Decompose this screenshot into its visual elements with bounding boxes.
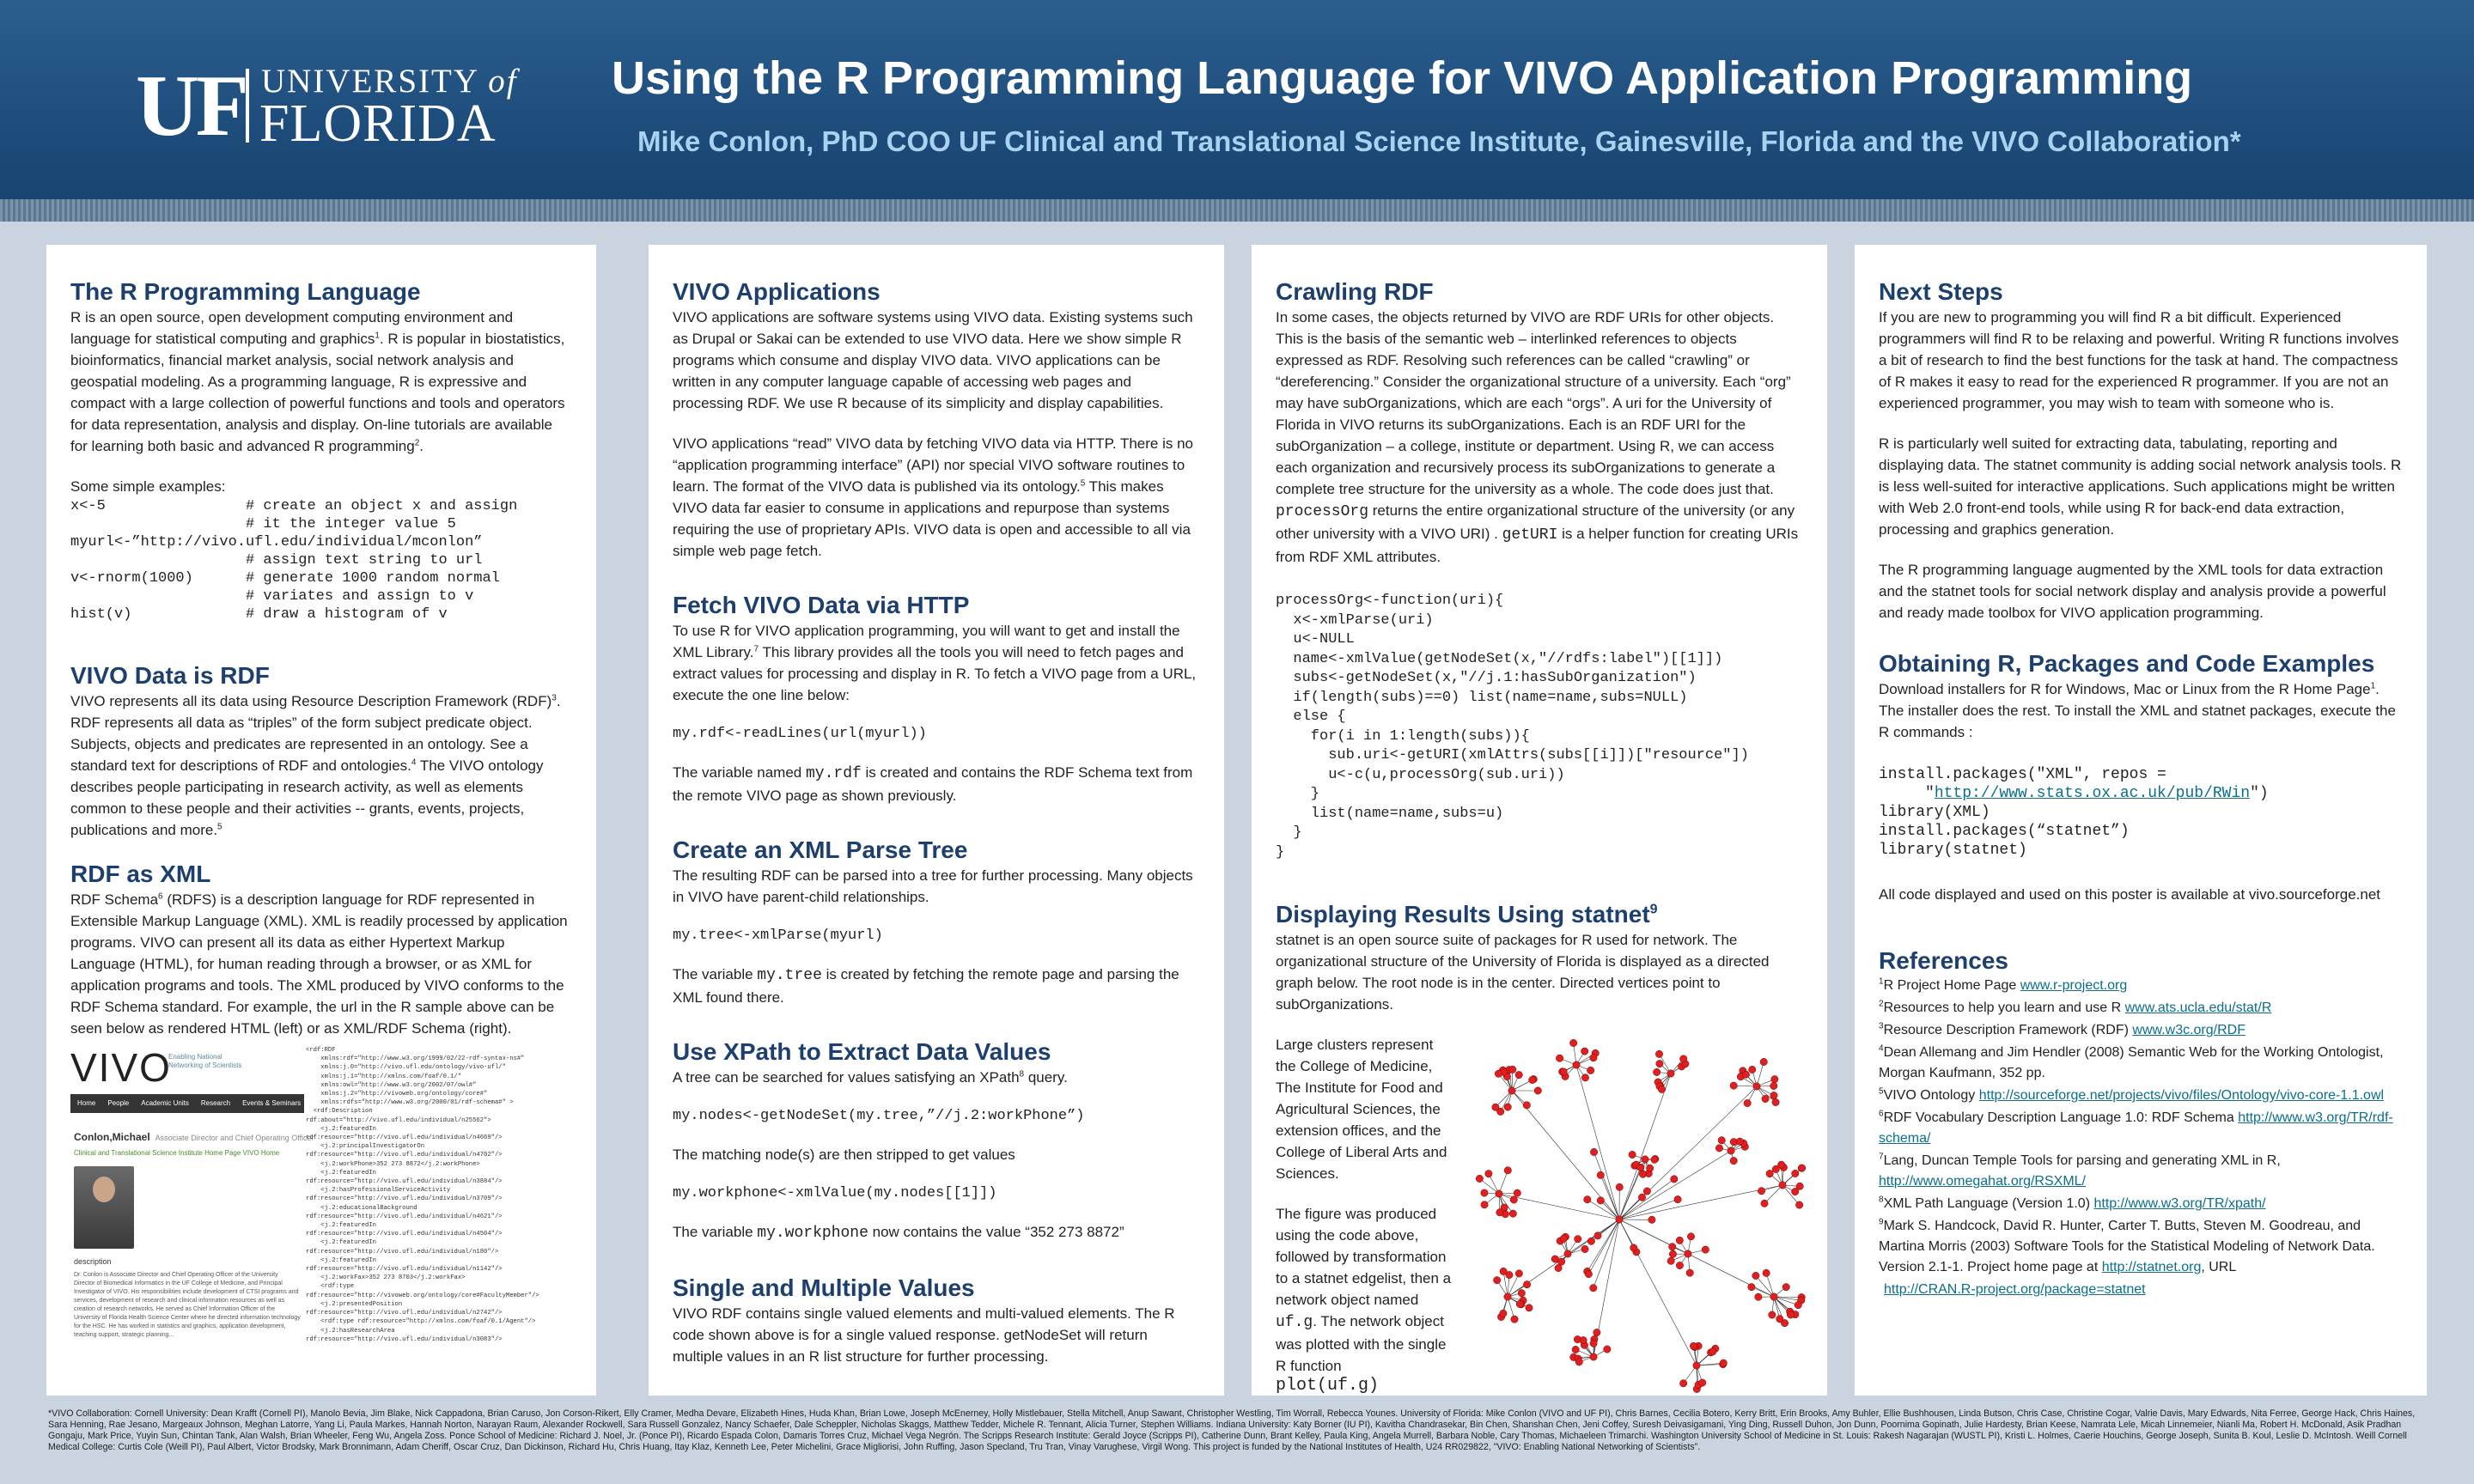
network-edge [1619,1200,1678,1219]
network-node [1655,1050,1662,1057]
network-node [1573,1061,1580,1068]
column-3 [1252,245,1827,1396]
reference-item: $^9$Mark S. Handcock, David R. Hunter, Carter T. Butts, Steven M. Goodreau, and Martina Morris (2003) Software Tools for the Statistical Modeling of Network Data. Version 2.1-1. Project home page at http://statnet.org, URL [1879,1217,2375,1274]
rwin-link[interactable]: http://www.stats.ox.ac.uk/pub/RWin [1934,785,2251,802]
network-plot-code: plot(uf.g) [1276,1376,1380,1396]
org-network-graph [1473,1039,1817,1396]
network-node [1516,1300,1523,1307]
vivo-html-screenshot [70,1045,314,1396]
network-node [1718,1137,1725,1144]
section-title-fetch: Fetch VIVO Data via HTTP [673,592,970,618]
reference-item: $^5$VIVO Ontology http://sourceforge.net/projects/vivo/files/Ontology/vivo-core-1.1.owl [1879,1086,2385,1103]
xpath-text-2: The matching node(s) are then stripped to get values [673,1146,1015,1163]
network-node [1515,1071,1522,1078]
network-node [1651,1156,1658,1163]
logo-florida: FLORIDA [259,94,497,153]
network-node [1766,1170,1773,1177]
network-node [1679,1380,1686,1387]
network-node [1761,1200,1768,1207]
network-node [1787,1311,1794,1318]
network-node [1500,1268,1507,1274]
network-node [1590,1285,1597,1292]
fetch-text-2: The variable named my.rdf is created and contains the RDF Schema text from the remote VIVO page as shown previously. [673,764,1193,804]
network-node [1667,1070,1674,1077]
network-node [1779,1182,1786,1189]
xpath-text-3: The variable my.workphone now contains the value “352 273 8872” [673,1224,1124,1242]
network-node [1556,1055,1563,1061]
network-node [1572,1346,1579,1353]
section-title-xpath: Use XPath to Extract Data Values [673,1038,1051,1065]
network-node [1523,1102,1530,1109]
vivo-nav-item: People [107,1099,130,1107]
network-node [1687,1233,1694,1240]
network-node [1742,1071,1749,1078]
network-node [1639,1171,1646,1177]
network-node [1637,1164,1644,1171]
network-node [1653,1068,1660,1075]
network-edge [1576,1065,1619,1219]
reference-link[interactable]: http://www.omegahat.org/RSXML/ [1879,1174,2086,1189]
crawl-text: In some cases, the objects returned by VIVO are RDF URIs for other objects. This is the basis of the semantic web – interlinked references to objects expressed as RDF. Resolving such references can be called “crawling” or “dereferencing.” Consider the organizational structure of a university. Each “org” may have subOrganizations, which are each “orgs”. A uri for the University of Florida in VIVO returns its subOrganizations. Each is an RDF URI for the subOrganization – a college, institute or department. Using R, we can access each organization and recursively process its subOrganizations to generate a complete tree structure for the university as a whole. The code does just that. processOrg returns the entire organizational structure of the university (or any other university with a VIVO URI) . getURI is a helper function for creating URIs from RDF XML attributes. [1276,309,1799,565]
network-edge [1588,1219,1619,1274]
network-node [1511,1316,1518,1323]
logo-divider [246,69,249,143]
vivo-description-text: Dr. Conlon is Associate Director and Chief Operating Officer of the University Director of Biomedical Informatics in the UF College of Medicine, and Principal Investigator of VIVO. His responsibilities include development of CTSI programs and services, development of research and clinical information resources as well as creation of research networks. He served as Chief Information Officer of the University of Florida Health Science Center where he directed information technology for the HSC. He has worked in statistics and graphics, application development, teaching support, strategic planning... [74,1272,301,1338]
network-node [1481,1201,1488,1208]
network-node [1590,1340,1597,1347]
network-node [1752,1272,1759,1279]
network-node [1564,1250,1571,1257]
uf-logo [136,58,531,155]
network-node [1580,1336,1587,1343]
network-node [1575,1359,1582,1365]
reference-link[interactable]: http://sourceforge.net/projects/vivo/files/Ontology/vivo-core-1.1.owl [1978,1088,2385,1103]
obtain-text-1: Download installers for R for Windows, Mac or Linux from the R Home Page$^1$. The installer does the rest. To install the XML and statnet packages, execute the R commands : [1879,681,2396,740]
reference-item: $^1$R Project Home Page www.r-project.org [1879,976,2128,993]
vivo-rdf-xml: <rdf:RDF xmlns:rdf="http://www.w3.org/1999/02/22-rdf-syntax-ns#" xmlns:j.0="http://vivo.ufl.edu/ontology/vivo-ufl/" xmlns:j.1="http://xmlns.com/foaf/0.1/" xmlns:owl="http://www.w3.org/2002/07/owl#" xmlns:j.2="http://vivoweb.org/ontology/core#" xmlns:rdfs="http://www.w3.org/2000/01/rdf-schema#" > <rdf:Description rdf:about="http://vivo.ufl.edu/individual/n25562"> <j.2:featuredIn rdf:resource="http://vivo.ufl.edu/individual/n4669"/> <j.2:principalInvestigatorOn rdf:resource="http://vivo.ufl.edu/individual/n4702"/> <j.2:workPhone>352 273 8872</j.2:workPhone> <j.2:featuredIn rdf:resource="http://vivo.ufl.edu/individual/n3884"/> <j.2:hasProfessionalServiceActivity rdf:resource="http://vivo.ufl.edu/individual/n3709"/> <j.2:educationalBackground rdf:resource="http://vivo.ufl.edu/individual/n4621"/> <j.2:featuredIn rdf:resource="http://vivo.ufl.edu/individual/n4504"/> <j.2:featuredIn rdf:resource="http://vivo.ufl.edu/individual/n180"/> <j.2:featuredIn rdf:resource="http://vivo.ufl.edu/individual/n1142"/> <j.2:workFax>352 273 8703</j.2:workFax> <rdf:type rdf:resource="http://vivoweb.org/ontology/core#FacultyMember"/> <j.2:presentedPosition rdf:resource="http://vivo.ufl.edu/individual/n2742"/> <rdf:type rdf:resource="http://xmlns.com/foaf/0.1/Agent"/> <j.2:hasResearchArea rdf:resource="http://vivo.ufl.edu/individual/n3083"/> [306,1047,539,1343]
network-node [1792,1170,1799,1177]
network-node [1772,1098,1779,1105]
network-node [1585,1270,1592,1277]
network-node [1587,1067,1593,1073]
network-node [1715,1145,1722,1152]
network-node [1686,1269,1693,1276]
network-node [1648,1216,1655,1223]
network-node [1769,1311,1776,1318]
network-node [1676,1237,1683,1244]
network-node [1514,1189,1520,1196]
network-node [1581,1048,1587,1055]
network-node [1495,1070,1502,1077]
vivo-profile-photo [74,1166,134,1249]
section-title-apps: VIVO Applications [673,278,881,305]
xpath-code-1: my.nodes<-getNodeSet(my.tree,”//j.2:workPhone”) [673,1108,1085,1124]
network-node [1534,1087,1541,1094]
network-node [1492,1104,1499,1110]
network-edge [1619,1219,1634,1248]
next-text-3: The R programming language augmented by the XML tools for data extraction and the statnet tools for social network display and analysis provide a powerful and ready made toolbox for VIVO application programming. [1879,562,2386,621]
network-node [1720,1359,1727,1366]
xml-text: RDF Schema$^6$ (RDFS) is a description language for RDF represented in Extensible Markup Language (XML). XML is readily processed by application programs. VIVO can present all its data as either Hypertext Markup Language (HTML), for human reading through a browser, or as XML for application programs and tools. The XML produced by VIVO conforms to the RDF Schema standard. For example, the url in the R sample above can be seen below as rendered HTML (left) or as XML/RDF Schema (right). [70,891,568,1037]
reference-item: $^8$XML Path Language (Version 1.0) http://www.w3.org/TR/xpath/ [1879,1195,2266,1211]
reference-item: $^3$Resource Description Framework (RDF) www.w3c.org/RDF [1879,1021,2245,1037]
network-node [1658,1086,1665,1092]
network-caption [1276,1034,1456,1395]
network-node [1581,1245,1588,1252]
network-node [1509,1066,1516,1073]
fetch-code: my.rdf<-readLines(url(myurl)) [673,726,927,742]
collaboration-footer: *VIVO Collaboration: Cornell University: Dean Krafft (Cornell PI), Manolo Bevia, Jim Blake, Nick Cappadona, Brian Caruso, Jon Corson-Rikert, Elly Cramer, Medha Devare, Elizabeth Hines, Huda Khan, Brian Lowe, Joseph McEnerney, Holly Mistlebauer, Stella Mitchell, Anup Sawant, Christopher Westling, Tim Worrall, Rebecca Younes. University of Florida: Mike Conlon (VIVO and UF PI), Chris Barnes, Cecilia Botero, Kerry Britt, Erin Brooks, Amy Buhler, Ellie Bushhousen, Linda Butson, Chris Case, Christine Cogar, Valrie Davis, Mary Edwards, Nita Ferree, George Hack, Chris Haines, Sara Henning, Rae Jesano, Margeaux Johnson, Meghan Latorre, Yang Li, Paula Markes, Hannah Norton, Narayan Raum, Alexander Rockwell, Sara Russell Gonzalez, Nancy Schaefer, Dale Scheppler, Nicholas Skaggs, Matthew Tedder, Michele R. Tennant, Alicia Turner, Stephen Williams. Indiana University: Katy Borner (IU PI), Kavitha Chandrasekar, Bin Chen, Shanshan Chen, Jeni Coffey, Suresh Deivasigamani, Ying Ding, Russell Duhon, Jon Dunn, Poornima Gopinath, Julie Hardesty, Brian Keese, Namrata Lele, Micah Linnemeier, Nianli Ma, Robert H. McDonald, Asik Pradhan Gongaju, Mark Price, Yuyin Sun, Chintan Tank, Alan Walsh, Brian Wheeler, Feng Wu, Angela Zoss. Ponce School of Medicine: Richard J. Noel, Jr. (Ponce PI), Ricardo Espada Colon, Damaris Torres Cruz, Michael Vega Negrón. The Scripps Research Institute: Gerald Joyce (Scripps PI), Catherine Dunn, Brant Kelley, Paula King, Angela Murrell, Barbara Noble, Cary Thomas, Michaeleen Trimarchi. Washington University School of Medicine in St. Louis: Rakesh Nagarajan (WUSTL PI), Kristi L. Holmes, Caerie Houchins, George Joseph, Sunita B. Koul, Leslie D. McIntosh. Weill Cornell Medical College: Curtis Cole (Weill PI), Paul Albert, Victor Brodsky, Mark Bronnimann, Adam Cheriff, Oscar Cruz, Dan Dickinson, Richard Hu, Chris Huang, Itay Klaz, Kenneth Lee, Peter Michelini, Grace Migliorisi, John Ruffing, Jason Specland, Tru Tran, Vinay Varughese, Virgil Wong. This project is funded by the National Institutes of Health, U24 RR029822, "VIVO: Enabling National Networking of Scientists". [48,1408,2416,1452]
vivo-nav-item: Research [200,1099,231,1107]
vivo-logo: VIVO [70,1045,172,1090]
network-caption-2: The figure was produced using the code above, followed by transformation to a statnet edgelist, then a network object named uf.g. The network object was plotted with the single R function [1276,1206,1452,1374]
network-figure [1276,1034,1803,1396]
install-code: install.packages("XML", repos = "http://www.stats.ox.ac.uk/pub/RWin") library(XML) install.packages(“statnet”) library(statnet) [1879,766,2269,859]
obtain-text-2: All code displayed and used on this poster is available at vivo.sourceforge.net [1879,886,2381,903]
reference-item: $^6$RDF Vocabulary Description Language 1.0: RDF Schema http://www.w3.org/TR/rdf-schema/ [1879,1109,2393,1146]
network-node [1643,1188,1650,1195]
vivo-nav-item: Academic Units [141,1099,189,1107]
crawl-code: processOrg<-function(uri){ x<-xmlParse(uri) u<-NULL name<-xmlValue(getNodeSet(x,"//rdfs:label")[[1]]) subs<-getNodeSet(x,"//j.1:hasSubOrganization") if(length(subs)==0) list(name=name,subs=NULL) else { for(i in 1:length(subs)){ sub.uri<-getURI(xmlAttrs(subs[[i]])["resource"]) u<-c(u,processOrg(sub.uri)) } list(name=name,subs=u) } } [1276,593,1749,861]
network-node [1680,1055,1687,1062]
network-node [1736,1138,1743,1145]
network-node [1748,1283,1755,1290]
references-list [1879,976,2403,1300]
reference-link[interactable]: www.ats.ucla.edu/stat/R [2124,1000,2272,1015]
network-node [1587,1238,1594,1244]
section-title-xml: RDF as XML [70,861,211,887]
network-node [1630,1244,1637,1251]
network-node [1771,1075,1778,1082]
network-node [1709,1348,1716,1355]
reference-item: $^7$Lang, Duncan Temple Tools for parsing and generating XML in R, http://www.omegahat.org/RSXML/ [1879,1152,2281,1189]
xpath-code-2: my.workphone<-xmlValue(my.nodes[[1]]) [673,1185,997,1201]
network-node [1504,1167,1511,1174]
network-node [1500,1310,1507,1317]
network-node [1776,1316,1783,1323]
apps-text-2: VIVO applications “read” VIVO data by fetching VIVO data via HTTP. There is no “application programming interface” (API) nor special VIVO software routines to learn. The format of the VIVO data is published via its ontology.$^5$ This makes VIVO data far easier to consume in applications and repurpose than systems requiring the use of proprietary APIs. VIVO data is open and accessible to all via simple web page fetch. [673,435,1194,559]
network-edge [1594,1152,1619,1219]
column-1 [46,245,596,1396]
section-title-rdf: VIVO Data is RDF [70,662,270,689]
parse-text-2: The variable my.tree is created by fetching the remote page and parsing the XML found there. [673,966,1179,1006]
reference-link[interactable]: http://www.w3.org/TR/xpath/ [2093,1196,2266,1211]
reference-item: $^2$Resources to help you learn and use R www.ats.ucla.edu/stat/R [1879,999,2272,1015]
network-node [1755,1293,1762,1300]
network-node [1749,1066,1756,1073]
poster-title: Using the R Programming Language for VIVO Application Programming [612,52,2193,104]
network-node [1557,1258,1564,1265]
section-title-obtain: Obtaining R, Packages and Code Examples [1879,650,2375,677]
network-node [1485,1171,1492,1177]
network-node [1593,1329,1600,1335]
network-node [1760,1058,1767,1065]
vivo-example-figure [70,1046,572,1396]
network-node [1510,1196,1517,1203]
network-node [1770,1082,1777,1089]
network-node [1515,1270,1522,1277]
network-node [1504,1104,1511,1110]
network-node [1523,1280,1530,1287]
network-node [1758,1188,1764,1195]
network-edge [1619,1197,1642,1219]
column-2 [649,245,1224,1396]
network-node [1581,1074,1588,1081]
network-node [1762,1095,1769,1102]
network-node [1791,1188,1798,1195]
network-node [1508,1087,1515,1094]
reference-link[interactable]: http://statnet.org [2101,1260,2202,1274]
network-node [1795,1301,1801,1308]
vivo-tagline: Enabling National Networking of Scientists [168,1053,242,1069]
reference-item: $^4$Dean Allemang and Jim Hendler (2008) Semantic Web for the Working Ontologist, Morgan Kaufmann, 352 pp. [1879,1043,2384,1080]
network-node [1730,1157,1737,1164]
network-node [1560,1068,1567,1075]
network-node [1597,1171,1604,1178]
section-title-r: The R Programming Language [70,278,421,305]
vivo-nav-item: Events & Seminars [242,1099,302,1107]
network-node [1496,1209,1503,1216]
r-examples-label: Some simple examples: [70,478,226,495]
network-node [1597,1197,1604,1204]
vivo-nav-item: Home [77,1099,96,1107]
network-node [1744,1099,1751,1106]
network-node [1518,1289,1525,1296]
network-node [1702,1246,1709,1253]
section-title-statnet: Displaying Results Using statnet$^9$ [1276,901,1658,928]
network-caption-1: Large clusters represent the College of Medicine, The Institute for Food and Agricultural Sciences, the extension offices, and the College of Liberal Arts and Sciences. [1276,1037,1447,1182]
network-node [1590,1148,1597,1155]
vivo-profile-name: Conlon,Michael Associate Director and Chief Operating Officer [74,1131,314,1143]
network-node [1638,1194,1645,1201]
network-node [1772,1165,1779,1172]
network-node [1770,1293,1777,1300]
network-node [1584,1196,1591,1203]
network-edge [1619,1219,1688,1254]
column-4 [1855,245,2427,1396]
network-node [1496,1190,1502,1197]
r-examples-code: x<-5 # create an object x and assign # it the integer value 5 myurl<-”http://vivo.ufl.edu/individual/mconlon” # assign text string to url v<-rnorm(1000) # generate 1000 random normal # variates and assign to v hist(v) # draw a histogram of v [70,498,518,623]
network-node [1560,1235,1567,1242]
section-title-single: Single and Multiple Values [673,1274,975,1301]
network-node [1590,1055,1597,1061]
network-node [1616,1183,1623,1190]
fetch-text-1: To use R for VIVO application programming, you will want to get and install the XML Library.$^7$ This library provides all the tools you will need to fetch pages and extract values for processing and display in R. To fetch a VIVO page from a URL, execute the one line below: [673,623,1197,703]
xpath-text-1: A tree can be searched for values satisfying an XPath$^8$ query. [673,1069,1068,1086]
network-node [1685,1250,1691,1257]
reference-link[interactable]: www.r-project.org [2020,978,2128,993]
next-text-1: If you are new to programming you will find R a bit difficult. Experienced programmers will find R to be relaxing and powerful. Writing R functions involves a bit of research to find the best functions for the task at hand. The compactness of R makes it easy to read for the experienced R programmer. If you are not an experienced programmer, you may wish to team with someone who is. [1879,309,2399,411]
network-node [1526,1305,1533,1311]
reference-link[interactable]: http://CRAN.R-project.org/package=statnet [1884,1282,2146,1297]
network-node [1481,1189,1488,1196]
network-node [1504,1293,1511,1300]
logo-uf: UF [136,58,246,155]
network-node [1676,1262,1683,1268]
network-node [1476,1175,1483,1182]
network-node [1575,1236,1581,1243]
network-node [1671,1176,1678,1183]
section-title-crawl: Crawling RDF [1276,278,1434,305]
vivo-profile-links: Clinical and Translational Science Institute Home Page VIVO Home [74,1149,280,1157]
network-node [1798,1165,1805,1171]
section-title-parse: Create an XML Parse Tree [673,836,968,863]
network-node [1594,1232,1601,1239]
network-node [1555,1264,1562,1271]
network-node [1763,1269,1770,1276]
section-title-refs: References [1879,947,2008,974]
reference-link[interactable]: http://www.w3.org/TR/rdf-schema/ [1879,1110,2393,1146]
network-node [1699,1379,1706,1386]
network-node [1795,1201,1802,1208]
network-edge [1600,1175,1619,1219]
network-node [1656,1060,1663,1067]
parse-code: my.tree<-xmlParse(myurl) [673,928,883,944]
logo-university: UNIVERSITY of [261,63,518,100]
network-node [1674,1195,1681,1202]
network-node [1669,1244,1676,1250]
network-node [1590,1353,1597,1360]
network-node [1493,1276,1500,1283]
next-text-2: R is particularly well suited for extracting data, tabulating, reporting and displaying data. The statnet community is adding social network analysis tools. R is less well-suited for interactive applications. Such applications might be written with Web 2.0 front-end tools, while using R for back-end data extraction, processing and graphics generation. [1879,435,2402,538]
reference-item [1879,1280,2403,1300]
network-node [1604,1346,1611,1353]
network-node [1642,1156,1648,1163]
network-node [1690,1342,1697,1349]
network-node [1629,1151,1636,1158]
network-node [1753,1083,1760,1090]
single-text: VIVO RDF contains single valued elements and multi-valued elements. The R code shown above is for a single valued response. getNodeSet will return multiple values in an R list structure for further processing. [673,1305,1175,1365]
network-node [1728,1147,1734,1154]
section-title-next: Next Steps [1879,278,2003,305]
vivo-nav-bar [70,1094,304,1113]
rdf-text: VIVO represents all its data using Resource Description Framework (RDF)$^3$. RDF represents all data as “triples” of the form subject predicate object. Subjects, objects and predicates are represented in an ontology. See a standard text for descriptions of RDF and ontologies.$^4$ The VIVO ontology describes people participating in research activity, as well as elements common to these people and their activities -- grants, events, projects, publications and more.$^5$ [70,693,561,838]
network-node [1669,1250,1676,1257]
network-node [1569,1039,1576,1046]
network-node [1529,1076,1536,1083]
network-node [1782,1283,1789,1290]
vivo-description-label: description [74,1257,112,1266]
statnet-text: statnet is an open source suite of packages for R used for network. The organizational structure of the University of Florida is displayed as a directed graph below. The root node is in the center. Directed vertices point to subOrganizations. [1276,932,1770,1013]
network-node [1509,1210,1516,1217]
network-node [1693,1362,1700,1369]
network-node [1770,1092,1777,1098]
apps-text-1: VIVO applications are software systems using VIVO data. Existing systems such as Drupal or Sakai can be extended to use VIVO data. Here we show simple R programs which consume and display VIVO data. VIVO applications can be written in any computer language capable of accessing web pages and processing RDF. We use R because of its simplicity and display capabilities. [673,309,1193,411]
parse-text-1: The resulting RDF can be parsed into a tree for further processing. Many objects in VIVO have parent-child relationships. [673,867,1193,905]
network-node [1646,1165,1653,1171]
network-node [1616,1216,1623,1223]
header-stripe [0,199,2474,222]
poster-subtitle: Mike Conlon, PhD COO UF Clinical and Translational Science Institute, Gainesville, Florida and the VIVO Collaboration* [637,125,2241,157]
network-node [1730,1082,1737,1089]
r-intro-text: R is an open source, open development computing environment and language for statistical computing and graphics$^1$. R is popular in biostatistics, bioinformatics, financial market analysis, social network analysis and geospatial modeling. As a programming language, R is expressive and compact with a large collection of powerful functions and tools and operators for data representation, analysis and display. On-line tutorials are available for learning both basic and advanced R programming$^2$. [70,309,565,454]
network-node [1667,1257,1674,1264]
reference-link[interactable]: www.w3c.org/RDF [2132,1023,2245,1037]
